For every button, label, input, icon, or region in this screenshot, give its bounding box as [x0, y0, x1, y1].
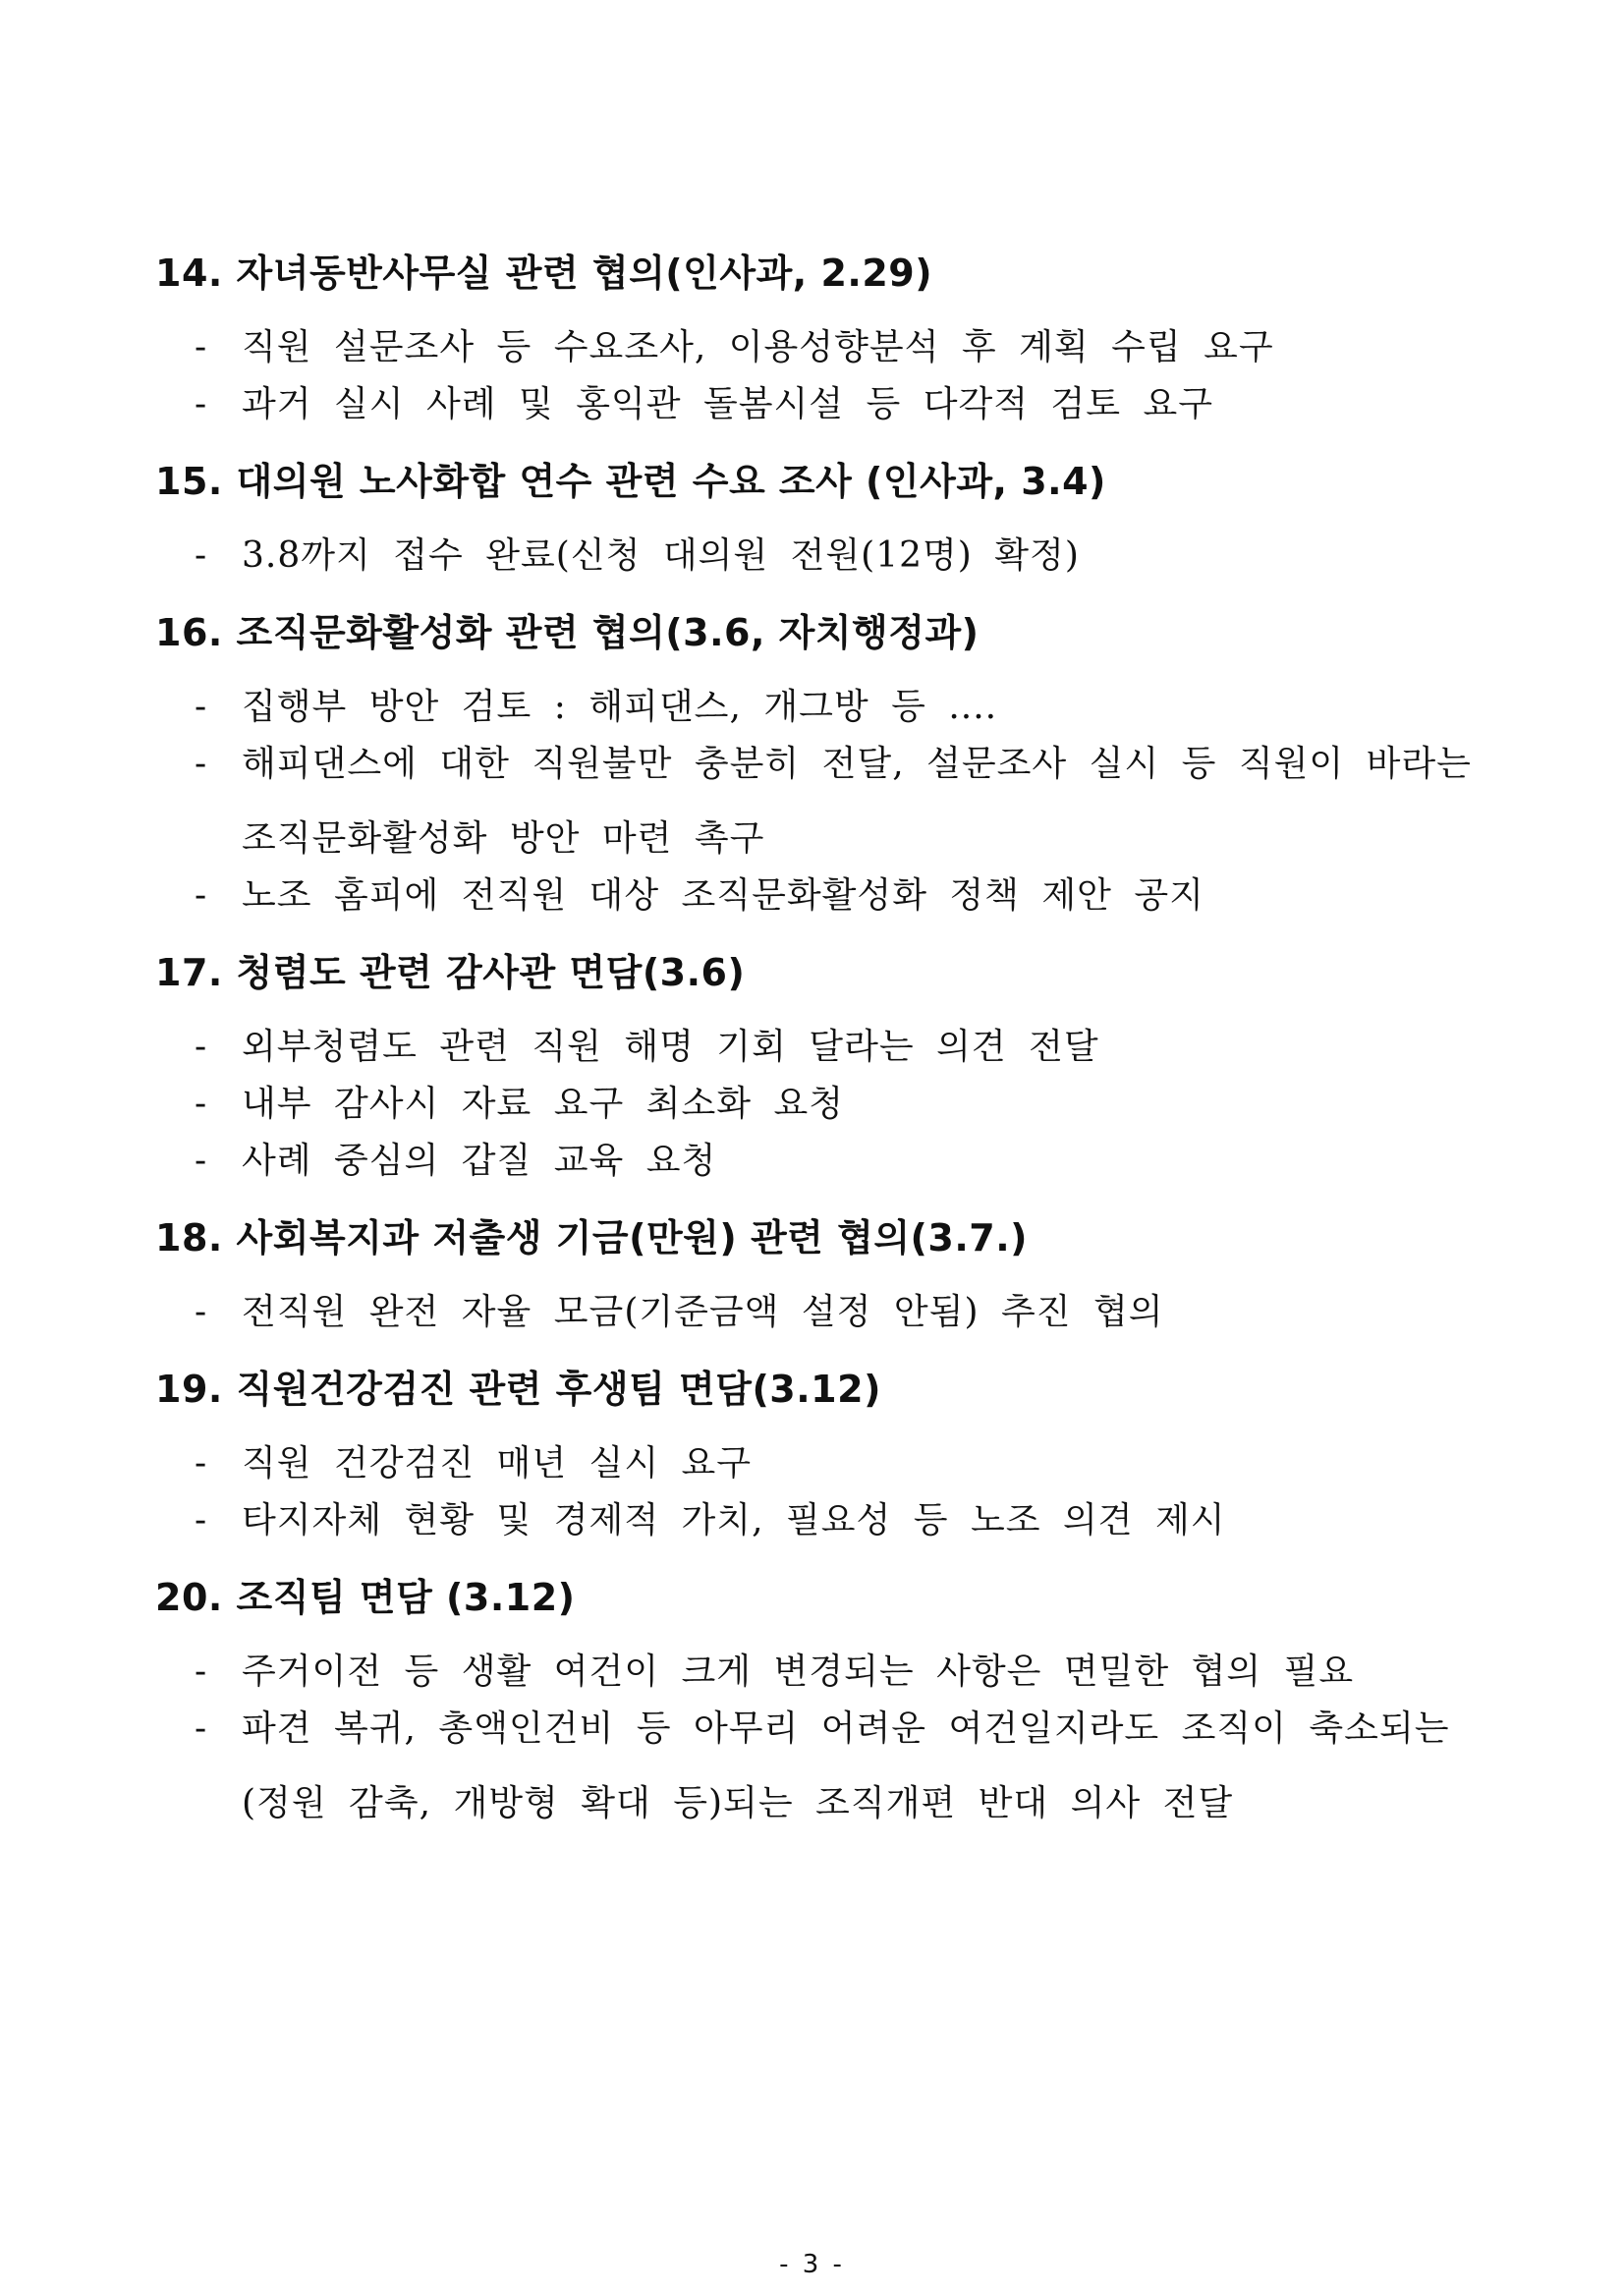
page-number: - 3 -: [779, 2250, 845, 2279]
bullet-text: 3.8까지 접수 완료(신청 대의원 전원(12명) 확정): [242, 535, 1080, 576]
section-17: [155, 953, 1491, 1199]
bullet-text: 내부 감사시 자료 요구 최소화 요청: [242, 1084, 845, 1124]
bullet-text: 집행부 방안 검토 : 해피댄스, 개그방 등 ....: [242, 687, 998, 727]
section-heading: 19. 직원건강검진 관련 후생팀 면담(3.12): [155, 1368, 881, 1411]
bullet-list: [155, 1427, 1491, 1558]
section-heading: 15. 대의원 노사화합 연수 관련 수요 조사 (인사과, 3.4): [155, 460, 1106, 503]
section-16: [155, 613, 1491, 933]
section-heading: 20. 조직팀 면담 (3.12): [155, 1576, 576, 1619]
bullet-list: [155, 670, 1491, 933]
section-20: [155, 1578, 1491, 1841]
bullet-marker: -: [195, 1443, 208, 1484]
bullet-marker: -: [195, 1084, 208, 1124]
bullet-text: 과거 실시 사례 및 홍익관 돌봄시설 등 다각적 검토 요구: [242, 384, 1214, 424]
bullet-list: [155, 1275, 1491, 1350]
section-14: [155, 253, 1491, 442]
bullet-text: 외부청렴도 관련 직원 해명 기회 달라는 의견 전달: [242, 1027, 1099, 1067]
bullet-marker: -: [195, 875, 208, 916]
bullet-text: 파견 복귀, 총액인건비 등 아무리 어려운 여건일지라도 조직이 축소되는(정원 감축, 개방형 확대 등)되는 조직개편 반대 의사 전달: [242, 1708, 1450, 1823]
bullet-item: [155, 519, 1491, 593]
bullet-text: 직원 건강검진 매년 실시 요구: [242, 1443, 753, 1484]
document-body: [155, 253, 1491, 1841]
section-18: [155, 1218, 1491, 1350]
bullet-marker: -: [195, 687, 208, 727]
bullet-marker: -: [195, 1652, 208, 1692]
bullet-text: 타지자체 현황 및 경제적 가치, 필요성 등 노조 의견 제시: [242, 1500, 1226, 1540]
bullet-marker: -: [195, 744, 208, 784]
bullet-item: [155, 1692, 1491, 1841]
bullet-text: 전직원 완전 자율 모금(기준금액 설정 안됨) 추진 협의: [242, 1292, 1164, 1332]
section-heading: 14. 자녀동반사무실 관련 협의(인사과, 2.29): [155, 252, 933, 295]
bullet-marker: -: [195, 327, 208, 367]
bullet-marker: -: [195, 1292, 208, 1332]
bullet-item: [155, 1484, 1491, 1558]
bullet-list: [155, 1635, 1491, 1841]
bullet-item: [155, 859, 1491, 933]
bullet-list: [155, 1010, 1491, 1199]
section-19: [155, 1370, 1491, 1558]
bullet-item: [155, 1275, 1491, 1350]
bullet-marker: -: [195, 1141, 208, 1181]
bullet-marker: -: [195, 1708, 208, 1749]
bullet-item: [155, 367, 1491, 442]
bullet-list: [155, 310, 1491, 442]
bullet-marker: -: [195, 1500, 208, 1540]
bullet-text: 노조 홈피에 전직원 대상 조직문화활성화 정책 제안 공지: [242, 875, 1204, 916]
section-15: [155, 462, 1491, 593]
bullet-item: [155, 727, 1491, 876]
bullet-marker: -: [195, 384, 208, 424]
bullet-text: 주거이전 등 생활 여건이 크게 변경되는 사항은 면밀한 협의 필요: [242, 1652, 1355, 1692]
section-heading: 16. 조직문화활성화 관련 협의(3.6, 자치행정과): [155, 611, 980, 654]
bullet-text: 사례 중심의 갑질 교육 요청: [242, 1141, 717, 1181]
bullet-list: [155, 519, 1491, 593]
bullet-marker: -: [195, 1027, 208, 1067]
bullet-text: 직원 설문조사 등 수요조사, 이용성향분석 후 계획 수립 요구: [242, 327, 1274, 367]
bullet-marker: -: [195, 535, 208, 576]
section-heading: 18. 사회복지과 저출생 기금(만원) 관련 협의(3.7.): [155, 1216, 1029, 1260]
bullet-item: [155, 1124, 1491, 1199]
section-heading: 17. 청렴도 관련 감사관 면담(3.6): [155, 951, 746, 994]
bullet-text: 해피댄스에 대한 직원불만 충분히 전달, 설문조사 실시 등 직원이 바라는 조직문화활성화 방안 마련 촉구: [242, 744, 1472, 859]
